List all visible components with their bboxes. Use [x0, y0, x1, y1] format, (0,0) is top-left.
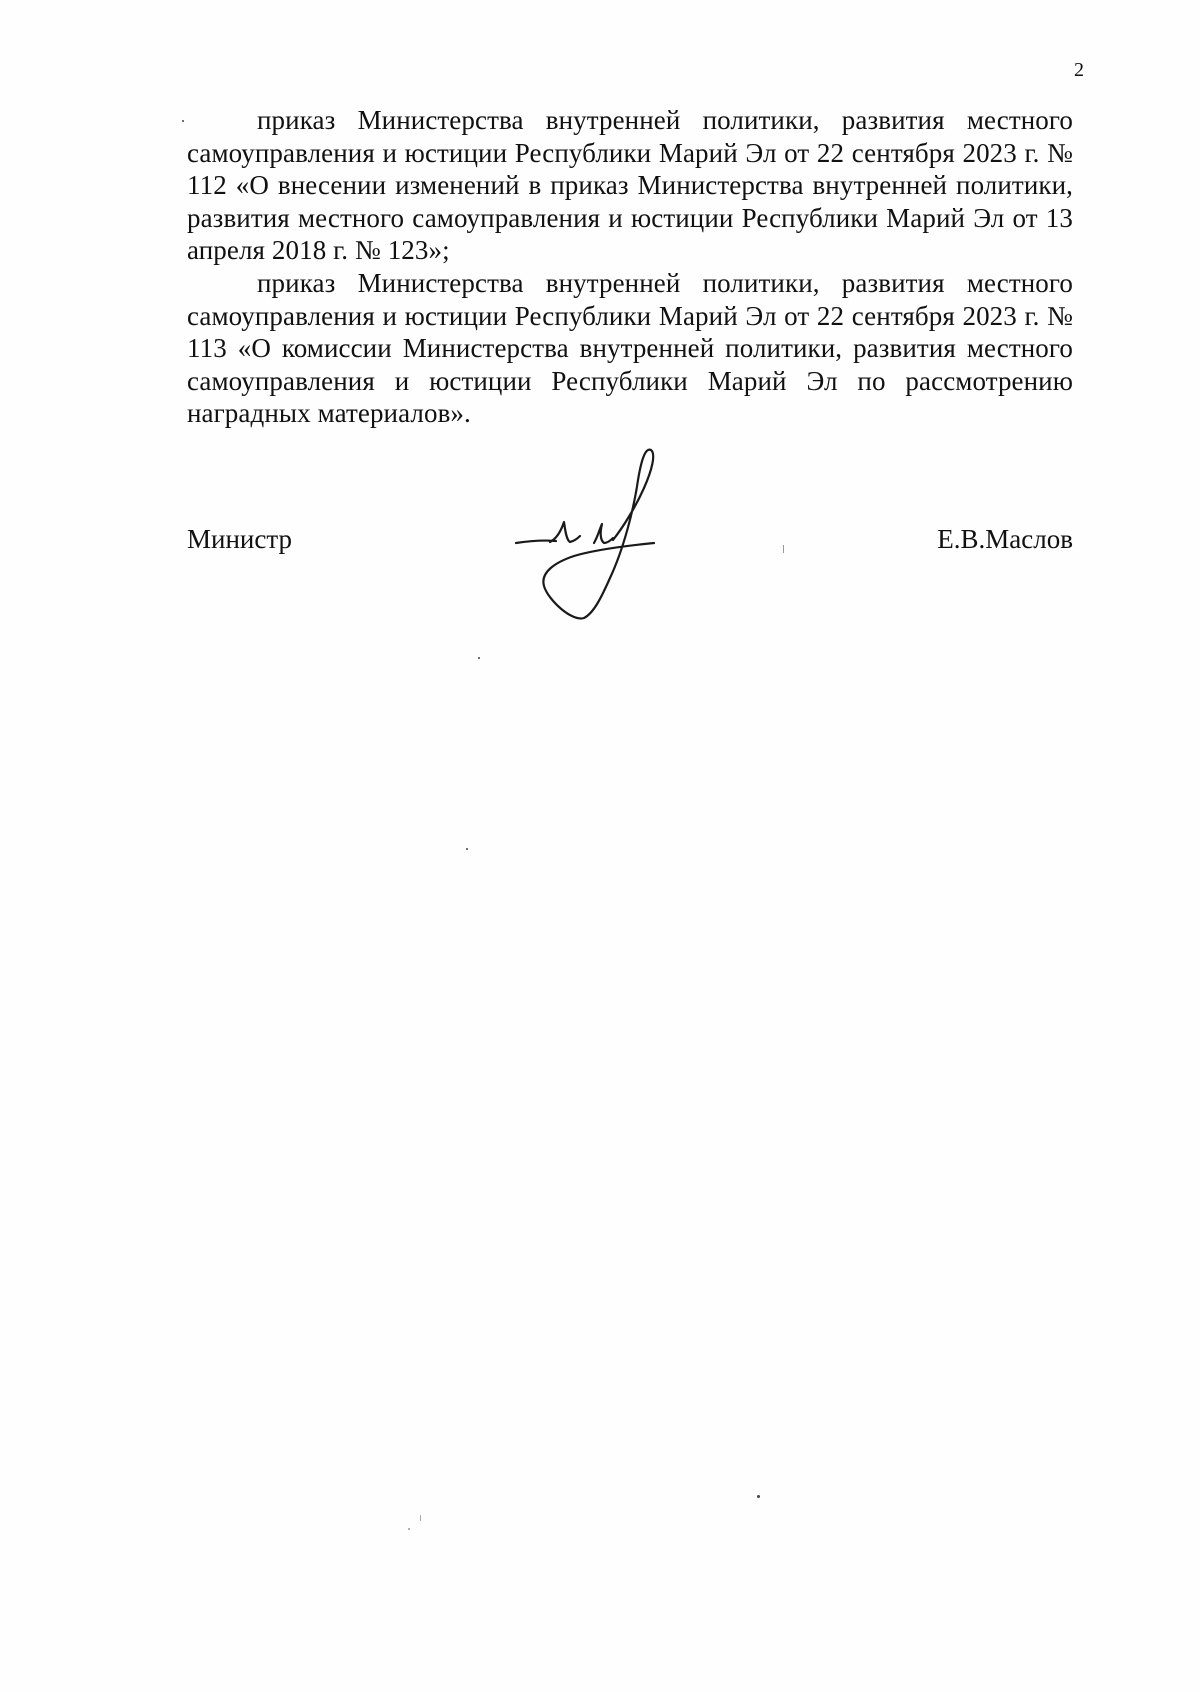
- handwritten-signature: [514, 448, 714, 628]
- scan-speck: [783, 545, 784, 553]
- signatory-name: Е.В.Маслов: [937, 524, 1073, 554]
- scan-speck: [182, 120, 184, 122]
- scan-speck: [420, 1515, 421, 1521]
- scan-speck: [466, 848, 468, 850]
- page-number: 2: [1074, 59, 1084, 81]
- signatory-title: Министр: [187, 524, 292, 554]
- paragraph-order-113: приказ Министерства внутренней политики, развития местного самоуправления и юстиции Республики Марий Эл от 22 сентября 2023 г. № 113 «О комиссии Министерства внутренней политики, развития местного самоуправления и юстиции Республики Марий Эл по рассмотрению наградных материалов».: [187, 267, 1073, 429]
- paragraph-order-112: приказ Министерства внутренней политики, развития местного самоуправления и юстиции Республики Марий Эл от 22 сентября 2023 г. № 112 «О внесении изменений в приказ Министерства внутренней политики, развития местного самоуправления и юстиции Республики Марий Эл от 13 апреля 2018 г. № 123»;: [187, 105, 1073, 266]
- scan-speck: [757, 1495, 760, 1498]
- document-body: [187, 104, 1073, 430]
- scan-speck: [408, 1528, 410, 1530]
- scan-speck: [478, 657, 480, 659]
